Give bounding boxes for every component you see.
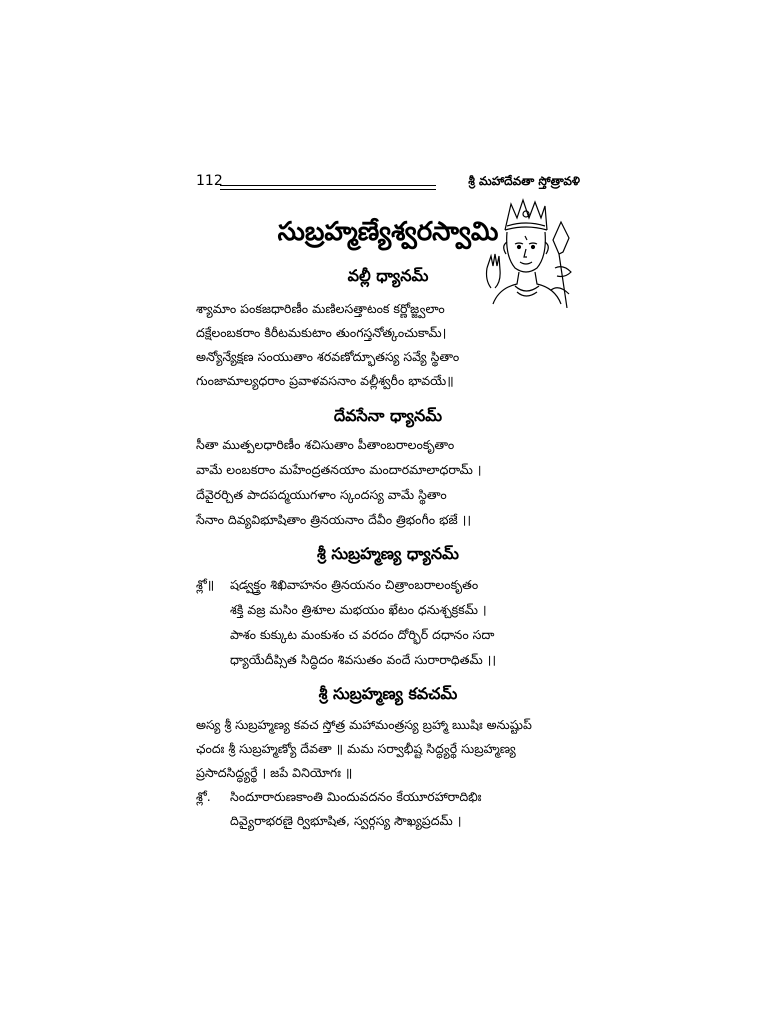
verse-line: దేవైరర్చిత పాదపద్మయుగళాం స్కందస్య వామే స్థితాం: [196, 487, 447, 502]
verse-line: షడ్వక్త్రం శిఖివాహనం త్రినయనం చిత్రాంబరాలంకృతం: [230, 577, 479, 592]
verse-line: దక్షేలంబకరాం కిరీటమకుటాం తుంగస్తనోత్కంచుకామ్।: [196, 325, 447, 340]
verse-line: పాశం కుక్కుట మంకుశం చ వరదం దోర్భిర్ దధానం సదా: [230, 627, 495, 642]
running-head: [196, 171, 580, 193]
verse-line: శక్తి వజ్ర మసిం త్రిశూల మభయం ఖేటం ధనుశ్చక్రకమ్ ।: [230, 602, 487, 617]
section-heading-valli: వల్లీ ధ్యానమ్: [347, 266, 429, 285]
verse-line: వామే లంబకరాం మహేంద్రతనయాం మందారమాలాధరామ్ ।: [196, 462, 482, 477]
header-rule: [220, 185, 436, 186]
verse-line: గుంజామాల్యధరాం ప్రవాళవసనాం వల్లీశ్వరీం భావయే॥: [196, 373, 454, 388]
prose-line: ప్రసాదసిద్ధ్యర్థే । జపే వినియోగః ॥: [196, 765, 353, 780]
prose-line: అస్య శ్రీ సుబ్రహ్మణ్య కవచ స్తోత్ర మహామంత్రస్య బ్రహ్మా ఋషిః అనుష్టుప్: [196, 717, 532, 732]
verse-line: సిందూరారుణకాంతి మిందువదనం కేయూరహారాదిభిః: [230, 789, 482, 804]
verse-line: శ్యామాం పంకజధారిణీం మణిలసత్తాటంక కర్ణోజ్జ్వలాం: [196, 301, 445, 316]
header-rule: [220, 189, 436, 190]
verse-line: సీతా ముత్పలధారిణీం శచిసుతాం పీతాంబరాలంకృతాం: [196, 437, 455, 452]
verse-line: సేనాం దివ్యవిభూషితాం త్రినయనాం దేవీం త్రిభంగీం భజే ।।: [196, 512, 472, 527]
deity-illustration: [479, 196, 583, 308]
shloka-marker: శ్లో॥: [196, 577, 215, 592]
section-heading-subrahmanya-dhyanam: శ్రీ సుబ్రహ్మణ్య ధ్యానమ్: [317, 544, 459, 563]
shloka-marker: శ్లో.: [196, 789, 211, 804]
section-heading-devasena: దేవసేనా ధ్యానమ్: [333, 406, 443, 425]
book-title: శ్రీ మహాదేవతా స్తోత్రావళి: [468, 174, 580, 188]
page-number: 112: [196, 173, 223, 189]
section-heading-kavacham: శ్రీ సుబ్రహ్మణ్య కవచమ్: [318, 684, 458, 703]
verse-line: దివ్యైరాభరణై ర్విభూషిత, స్వర్గస్య సౌఖ్యప్రదమ్ ।: [230, 813, 462, 828]
verse-line: ధ్యాయేదీప్సిత సిద్ధిదం శివసుతం వందే సురారాధితమ్ ।।: [230, 652, 497, 667]
page-title: సుబ్రహ్మణ్యేశ్వరస్వామి: [277, 217, 499, 247]
verse-line: అన్యోన్యేక్షణ సంయుతాం శరవణోద్భూతస్య సవ్యే స్థితాం: [196, 349, 460, 364]
prose-line: ఛందః శ్రీ సుబ్రహ్మణ్యో దేవతా ॥ మమ సర్వాభీష్ట సిద్ధ్యర్థే సుబ్రహ్మణ్య: [196, 741, 516, 756]
